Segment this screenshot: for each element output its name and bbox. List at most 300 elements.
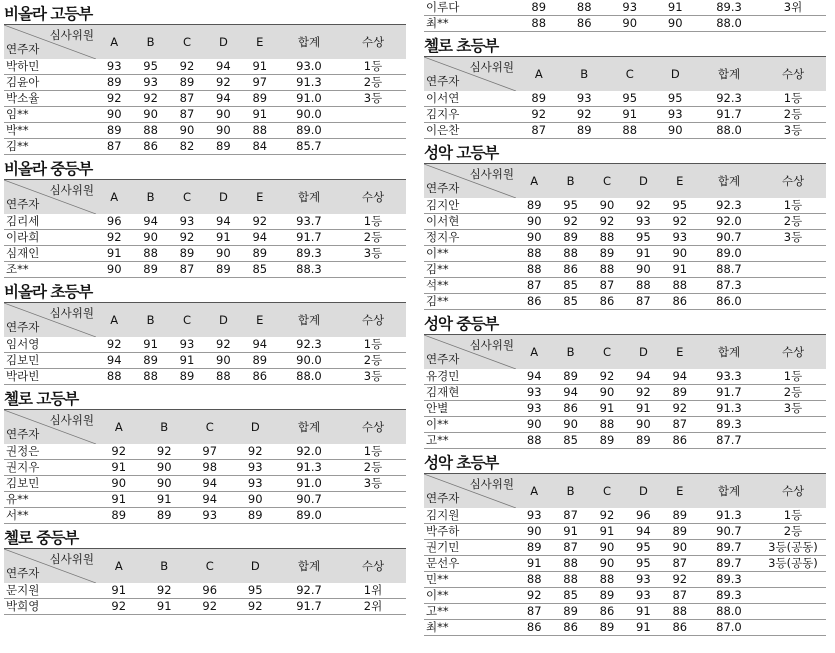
score-cell: 85: [552, 433, 588, 449]
score-cell: 85: [552, 294, 588, 310]
result-section: [424, 453, 826, 636]
total-cell: 90.7: [278, 492, 340, 508]
award-cell: [760, 604, 826, 620]
award-cell: 3위: [760, 0, 826, 16]
table-row: [424, 417, 826, 433]
player-name: 서**: [4, 508, 96, 524]
header-corner: [4, 549, 96, 584]
judge-column-header: B: [566, 484, 575, 498]
total-cell: 90.0: [278, 107, 340, 123]
total-cell: 91.7: [278, 599, 340, 615]
score-cell: 87: [662, 556, 698, 572]
judge-column-header: C: [602, 174, 611, 188]
award-column-header: 수상: [361, 420, 385, 434]
score-cell: 92: [233, 599, 279, 615]
table-row: [424, 230, 826, 246]
player-name: 고**: [424, 604, 516, 620]
score-cell: 90: [653, 16, 699, 32]
award-cell: [760, 278, 826, 294]
score-cell: 89: [205, 139, 241, 155]
score-cell: 91: [625, 401, 661, 417]
score-cell: 90: [589, 540, 625, 556]
award-cell: 1등: [340, 337, 406, 353]
score-cell: 89: [96, 75, 132, 91]
judge-column-header: C: [182, 313, 191, 327]
score-cell: 86: [552, 620, 588, 636]
score-cell: 89: [142, 508, 188, 524]
judge-column-header: B: [146, 190, 155, 204]
award-cell: [760, 620, 826, 636]
player-name: 김보민: [4, 353, 96, 369]
score-cell: 95: [653, 91, 699, 107]
score-cell: 94: [625, 369, 661, 385]
score-cell: 93: [662, 230, 698, 246]
score-cell: 88: [516, 262, 552, 278]
judge-column-header: E: [256, 313, 264, 327]
player-name: 권지우: [4, 460, 96, 476]
judge-column-header: B: [566, 345, 575, 359]
judge-column-header: B: [160, 420, 169, 434]
score-cell: 89: [562, 123, 608, 139]
player-name: 김지우: [424, 107, 516, 123]
total-cell: 91.7: [698, 385, 760, 401]
score-cell: 95: [625, 556, 661, 572]
header-corner: [424, 164, 516, 199]
player-name: 박주하: [424, 524, 516, 540]
score-table: [4, 302, 406, 385]
total-cell: 88.7: [698, 262, 760, 278]
score-cell: 88: [662, 278, 698, 294]
score-cell: 84: [242, 139, 278, 155]
player-name: 임**: [4, 107, 96, 123]
score-cell: 86: [242, 369, 278, 385]
score-cell: 92: [96, 444, 142, 460]
table-row: [4, 262, 406, 278]
judge-column-header: E: [676, 345, 684, 359]
total-cell: 89.7: [698, 540, 760, 556]
score-cell: 86: [662, 433, 698, 449]
award-cell: 1등: [760, 369, 826, 385]
score-cell: 95: [662, 198, 698, 214]
total-cell: 93.0: [278, 59, 340, 75]
total-cell: 88.0: [698, 16, 760, 32]
award-cell: 2등: [760, 214, 826, 230]
score-cell: 89: [132, 262, 168, 278]
judge-column-header: B: [580, 67, 589, 81]
table-row: [424, 107, 826, 123]
score-cell: 94: [187, 476, 233, 492]
score-cell: 92: [625, 198, 661, 214]
player-label: 연주자: [6, 197, 40, 211]
header-corner: [4, 180, 96, 215]
table-row: [4, 59, 406, 75]
score-cell: 88: [516, 433, 552, 449]
judge-column-header: C: [205, 559, 214, 573]
judge-column-header: C: [602, 484, 611, 498]
award-column-header: 수상: [361, 35, 385, 49]
score-cell: 93: [233, 460, 279, 476]
score-cell: 90: [169, 123, 205, 139]
score-cell: 92: [205, 75, 241, 91]
section-title: 비올라 중등부: [4, 160, 93, 178]
award-cell: [760, 246, 826, 262]
total-cell: 89.0: [278, 508, 340, 524]
score-cell: 97: [242, 75, 278, 91]
score-cell: 92: [662, 401, 698, 417]
table-row: [4, 214, 406, 230]
score-table: [424, 473, 826, 636]
result-section: [424, 314, 826, 449]
total-cell: 89.0: [698, 246, 760, 262]
award-cell: [760, 572, 826, 588]
right-column: [424, 0, 826, 636]
score-cell: 92: [169, 59, 205, 75]
score-cell: 90: [233, 492, 279, 508]
player-label: 연주자: [426, 74, 460, 88]
score-cell: 92: [142, 583, 188, 599]
total-cell: 89.3: [698, 0, 760, 16]
player-name: 김재현: [424, 385, 516, 401]
total-cell: 91.0: [278, 91, 340, 107]
award-cell: 2등: [340, 460, 406, 476]
player-name: 최**: [424, 620, 516, 636]
total-cell: 89.3: [698, 588, 760, 604]
player-name: 김지안: [424, 198, 516, 214]
total-column-header: 합계: [297, 559, 321, 573]
score-cell: 86: [662, 620, 698, 636]
total-cell: 91.0: [278, 476, 340, 492]
score-cell: 86: [516, 294, 552, 310]
score-cell: 89: [516, 91, 562, 107]
score-cell: 89: [625, 433, 661, 449]
judge-column-header: A: [114, 559, 123, 573]
total-cell: 90.7: [698, 524, 760, 540]
result-section: [424, 0, 826, 32]
player-name: 박라빈: [4, 369, 96, 385]
score-cell: 89: [132, 353, 168, 369]
score-cell: 94: [205, 59, 241, 75]
judge-column-header: B: [160, 559, 169, 573]
player-label: 연주자: [6, 42, 40, 56]
player-name: 문선우: [424, 556, 516, 572]
score-cell: 89: [242, 353, 278, 369]
judge-column-header: B: [146, 35, 155, 49]
score-cell: 87: [625, 294, 661, 310]
score-cell: 94: [205, 214, 241, 230]
score-cell: 90: [653, 123, 699, 139]
score-cell: 89: [589, 433, 625, 449]
judges-label: 심사위원: [49, 306, 94, 320]
score-cell: 88: [96, 369, 132, 385]
score-cell: 87: [169, 107, 205, 123]
table-row: [4, 492, 406, 508]
score-cell: 91: [653, 0, 699, 16]
score-table: [4, 24, 406, 155]
table-row: [4, 353, 406, 369]
score-cell: 88: [205, 369, 241, 385]
award-cell: 1등: [340, 444, 406, 460]
player-label: 연주자: [426, 491, 460, 505]
header-corner: [4, 410, 96, 445]
score-cell: 82: [169, 139, 205, 155]
score-cell: 86: [589, 604, 625, 620]
score-cell: 89: [516, 540, 552, 556]
judge-column-header: A: [530, 174, 539, 188]
table-row: [424, 91, 826, 107]
score-cell: 88: [552, 572, 588, 588]
player-name: 박**: [4, 123, 96, 139]
judges-label: 심사위원: [469, 60, 514, 74]
award-cell: [340, 139, 406, 155]
award-cell: 1등: [340, 59, 406, 75]
judge-column-header: E: [256, 190, 264, 204]
score-cell: 87: [589, 278, 625, 294]
total-cell: 93.3: [698, 369, 760, 385]
award-cell: 3등: [340, 91, 406, 107]
player-name: 이**: [424, 246, 516, 262]
total-cell: 91.3: [698, 508, 760, 524]
score-cell: 93: [625, 214, 661, 230]
award-cell: [760, 262, 826, 278]
score-cell: 93: [96, 59, 132, 75]
table-row: [424, 16, 826, 32]
award-column-header: 수상: [781, 345, 805, 359]
table-row: [424, 262, 826, 278]
table-row: [4, 91, 406, 107]
score-cell: 87: [169, 91, 205, 107]
judges-label: 심사위원: [49, 413, 94, 427]
score-cell: 92: [662, 214, 698, 230]
score-cell: 90: [662, 246, 698, 262]
score-cell: 92: [552, 214, 588, 230]
total-cell: 89.0: [278, 123, 340, 139]
score-cell: 86: [552, 401, 588, 417]
score-cell: 85: [242, 262, 278, 278]
player-name: 고**: [424, 433, 516, 449]
total-cell: 87.3: [698, 278, 760, 294]
award-cell: 3등(공동): [760, 556, 826, 572]
judge-column-header: E: [676, 174, 684, 188]
score-cell: 91: [242, 59, 278, 75]
judge-column-header: A: [530, 484, 539, 498]
score-cell: 92: [662, 572, 698, 588]
total-column-header: 합계: [717, 484, 741, 498]
score-cell: 91: [205, 230, 241, 246]
score-cell: 89: [233, 508, 279, 524]
score-cell: 90: [516, 524, 552, 540]
judge-column-header: A: [530, 345, 539, 359]
award-cell: [760, 16, 826, 32]
score-cell: 91: [662, 262, 698, 278]
award-cell: [340, 262, 406, 278]
score-cell: 92: [516, 588, 552, 604]
judge-column-header: E: [676, 484, 684, 498]
total-cell: 88.0: [278, 369, 340, 385]
judge-column-header: A: [110, 313, 119, 327]
score-cell: 87: [169, 262, 205, 278]
score-cell: 88: [132, 369, 168, 385]
total-cell: 85.7: [278, 139, 340, 155]
total-cell: 91.3: [278, 460, 340, 476]
score-cell: 90: [205, 123, 241, 139]
player-name: 이루다: [424, 0, 516, 16]
score-cell: 86: [589, 294, 625, 310]
judge-column-header: B: [566, 174, 575, 188]
table-row: [424, 508, 826, 524]
player-name: 이라희: [4, 230, 96, 246]
total-cell: 88.3: [278, 262, 340, 278]
score-cell: 92: [96, 230, 132, 246]
award-cell: 1등: [760, 198, 826, 214]
score-cell: 96: [96, 214, 132, 230]
score-cell: 91: [96, 246, 132, 262]
score-cell: 90: [552, 417, 588, 433]
award-cell: 3등: [340, 369, 406, 385]
score-cell: 90: [516, 417, 552, 433]
total-cell: 90.0: [278, 353, 340, 369]
player-name: 권정은: [4, 444, 96, 460]
score-cell: 90: [96, 107, 132, 123]
judge-column-header: E: [256, 35, 264, 49]
score-cell: 89: [589, 588, 625, 604]
total-cell: 88.0: [698, 123, 760, 139]
award-cell: 3등: [340, 246, 406, 262]
total-cell: 92.0: [698, 214, 760, 230]
total-cell: 89.3: [278, 246, 340, 262]
score-cell: 86: [132, 139, 168, 155]
table-row: [4, 337, 406, 353]
score-cell: 95: [233, 583, 279, 599]
player-name: 이은찬: [424, 123, 516, 139]
judge-column-header: D: [250, 559, 260, 573]
score-cell: 90: [516, 214, 552, 230]
score-cell: 88: [662, 604, 698, 620]
score-cell: 97: [187, 444, 233, 460]
table-row: [424, 572, 826, 588]
table-row: [4, 139, 406, 155]
score-cell: 89: [169, 246, 205, 262]
player-label: 연주자: [426, 352, 460, 366]
score-cell: 89: [169, 369, 205, 385]
score-cell: 94: [187, 492, 233, 508]
award-column-header: 수상: [781, 174, 805, 188]
table-row: [424, 556, 826, 572]
total-column-header: 합계: [717, 67, 741, 81]
score-cell: 90: [589, 385, 625, 401]
score-cell: 94: [662, 369, 698, 385]
judge-column-header: C: [182, 190, 191, 204]
score-cell: 88: [589, 230, 625, 246]
table-row: [424, 588, 826, 604]
score-cell: 94: [552, 385, 588, 401]
player-name: 김보민: [4, 476, 96, 492]
score-cell: 89: [242, 91, 278, 107]
award-column-header: 수상: [781, 484, 805, 498]
judge-column-header: A: [114, 420, 123, 434]
score-cell: 90: [142, 476, 188, 492]
judges-label: 심사위원: [49, 28, 94, 42]
total-cell: 92.0: [278, 444, 340, 460]
score-cell: 85: [552, 278, 588, 294]
section-title: 비올라 초등부: [4, 283, 93, 301]
score-cell: 88: [552, 246, 588, 262]
score-cell: 92: [242, 214, 278, 230]
score-cell: 92: [562, 107, 608, 123]
total-cell: 90.7: [698, 230, 760, 246]
score-cell: 89: [96, 508, 142, 524]
award-column-header: 수상: [781, 67, 805, 81]
total-cell: 91.3: [278, 75, 340, 91]
score-cell: 89: [662, 385, 698, 401]
score-cell: 92: [205, 337, 241, 353]
score-cell: 90: [625, 262, 661, 278]
judges-label: 심사위원: [49, 183, 94, 197]
player-name: 조**: [4, 262, 96, 278]
score-cell: 89: [552, 604, 588, 620]
award-cell: 1등: [760, 508, 826, 524]
score-cell: 92: [96, 599, 142, 615]
total-cell: 91.7: [698, 107, 760, 123]
score-cell: 92: [96, 91, 132, 107]
total-cell: 88.0: [698, 604, 760, 620]
table-row: [4, 123, 406, 139]
table-row: [424, 278, 826, 294]
score-cell: 91: [96, 460, 142, 476]
score-cell: 89: [662, 524, 698, 540]
table-row: [424, 369, 826, 385]
judges-label: 심사위원: [49, 552, 94, 566]
player-name: 김지원: [424, 508, 516, 524]
score-cell: 89: [96, 123, 132, 139]
score-cell: 90: [205, 107, 241, 123]
header-corner: [4, 25, 96, 60]
section-title: 첼로 고등부: [4, 390, 79, 408]
total-cell: 89.7: [698, 556, 760, 572]
score-cell: 93: [516, 508, 552, 524]
score-cell: 94: [516, 369, 552, 385]
score-cell: 90: [589, 198, 625, 214]
total-cell: 87.0: [698, 620, 760, 636]
award-cell: 2등: [340, 353, 406, 369]
result-section: [4, 389, 406, 524]
player-name: 이서연: [424, 91, 516, 107]
score-cell: 92: [96, 337, 132, 353]
judge-column-header: D: [638, 345, 648, 359]
table-row: [4, 599, 406, 615]
total-column-header: 합계: [297, 420, 321, 434]
score-cell: 93: [653, 107, 699, 123]
table-row: [424, 246, 826, 262]
player-name: 김**: [424, 262, 516, 278]
score-cell: 94: [625, 524, 661, 540]
score-cell: 92: [589, 369, 625, 385]
player-name: 최**: [424, 16, 516, 32]
player-name: 이**: [424, 417, 516, 433]
score-cell: 90: [662, 540, 698, 556]
table-row: [4, 476, 406, 492]
score-cell: 91: [625, 620, 661, 636]
total-cell: 92.3: [698, 198, 760, 214]
judge-column-header: C: [625, 67, 634, 81]
score-cell: 90: [132, 230, 168, 246]
judges-label: 심사위원: [469, 338, 514, 352]
judges-label: 심사위원: [469, 167, 514, 181]
judge-column-header: A: [110, 35, 119, 49]
table-row: [4, 583, 406, 599]
judge-column-header: D: [218, 313, 228, 327]
score-cell: 88: [516, 246, 552, 262]
player-name: 정지우: [424, 230, 516, 246]
